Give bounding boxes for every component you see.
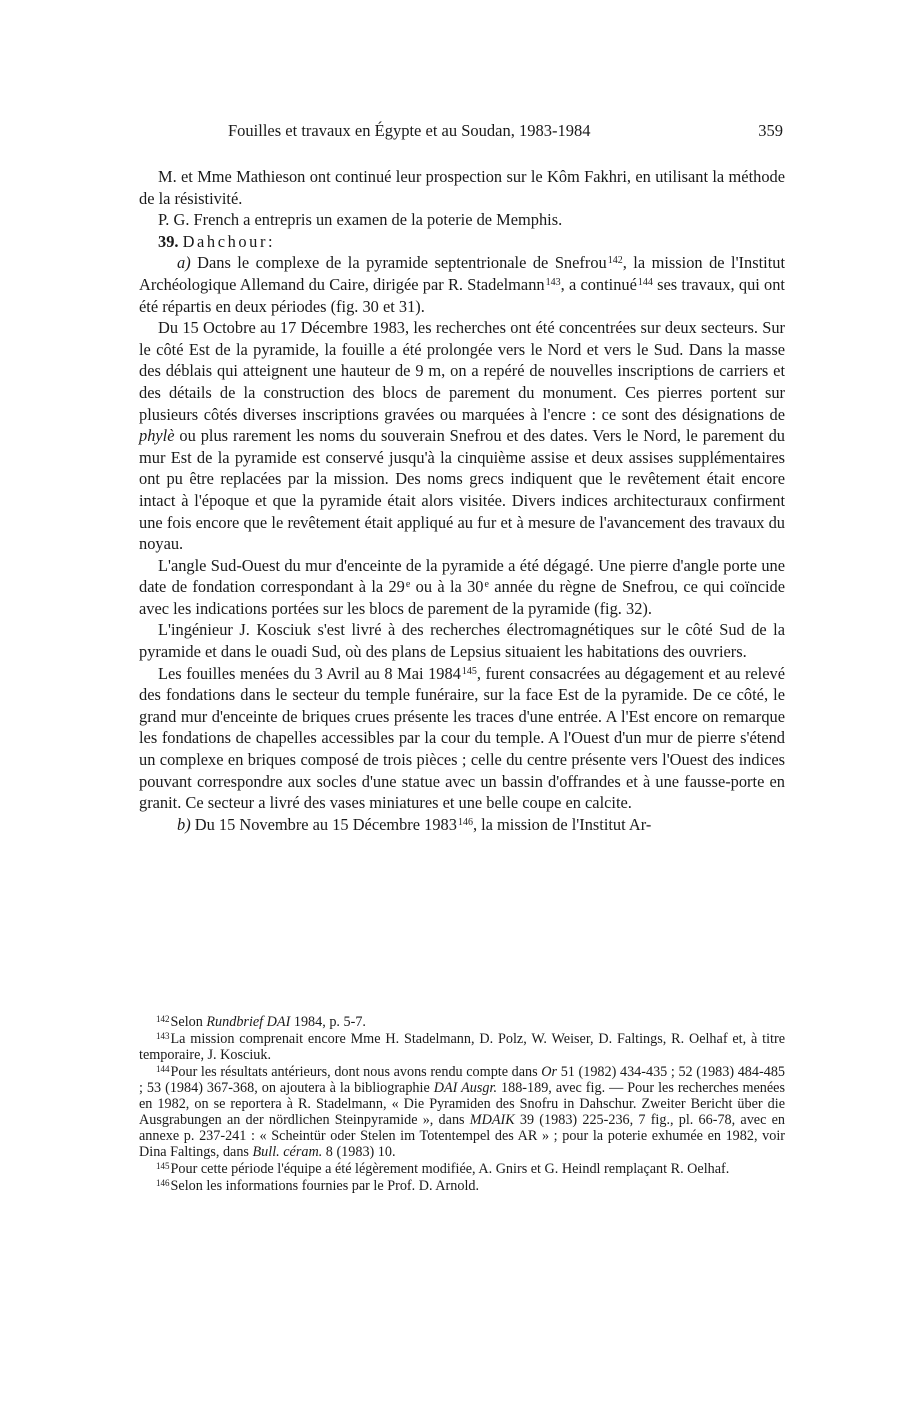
- list-marker: a): [177, 253, 191, 273]
- paragraph-a: a) Dans le complexe de la pyramide septentrionale de Snefrou$^{142}$, la mission de l'Institut Archéologique Allemand du Caire, dirigée par R. Stadelmann$^{143}$, a continué$^{144}$ ses travaux, qui ont été répartis en deux périodes (fig. 30 et 31).: [139, 253, 785, 316]
- paragraph-french: P. G. French a entrepris un examen de la poterie de Memphis.: [158, 210, 563, 230]
- footnote-number: 146: [156, 1178, 170, 1188]
- running-title: Fouilles et travaux en Égypte et au Soudan, 1983-1984: [228, 121, 591, 140]
- running-head: [228, 121, 783, 141]
- footnote-ref-144[interactable]: 144: [637, 276, 653, 288]
- footnote-143: $^{143}$La mission comprenait encore Mme H. Stadelmann, D. Polz, W. Weiser, D. Faltings, R. Oelhaf et, à titre temporaire, J. Kosciuk.: [139, 1031, 785, 1063]
- section-site-name: Dahchour: [182, 231, 269, 251]
- paragraph-mathieson: M. et Mme Mathieson ont continué leur prospection sur le Kôm Fakhri, en utilisant la méthode de la résistivité.: [139, 167, 785, 208]
- paragraph-b: b) Du 15 Novembre au 15 Décembre 1983$^{146}$, la mission de l'Institut Ar-: [177, 814, 652, 834]
- footnote-number: 144: [156, 1064, 170, 1074]
- section-number: 39.: [158, 231, 179, 251]
- footnote-145: $^{145}$Pour cette période l'équipe a été légèrement modifiée, A. Gnirs et G. Heindl remplaçant R. Oelhaf.: [156, 1161, 730, 1177]
- footnote-144: $^{144}$Pour les résultats antérieurs, dont nous avons rendu compte dans Or 51 (1982) 434-435 ; 52 (1983) 484-485 ; 53 (1984) 367-368, on ajoutera à la bibliographie DAI Ausgr. 188-189, avec fig. — Pour les recherches menées en 1982, on se reportera à R. Stadelmann, « Die Pyramiden des Snofru in Dahschur. Zweiter Bericht über die Ausgrabungen an der nördlichen Steinpyramide », dans MDAIK 39 (1983) 225-236, 7 fig., pl. 66-78, avec en annexe p. 237-241 : « Scheintür oder Stelen im Totentempel des AR » ; pour la poterie exhumée en 1982, voir Dina Faltings, dans Bull. céram. 8 (1983) 10.: [139, 1064, 786, 1160]
- footnote-ref-142[interactable]: 142: [607, 255, 623, 267]
- main-text: [139, 166, 785, 835]
- footnotes: [139, 1014, 785, 1195]
- footnote-142: $^{142}$Selon Rundbrief DAI 1984, p. 5-7.: [156, 1014, 366, 1030]
- section-heading-dahchour: 39. Dahchour:: [158, 231, 273, 251]
- footnote-ref-143[interactable]: 143: [545, 276, 561, 288]
- footnote-number: 143: [156, 1031, 170, 1041]
- page-number: 359: [758, 121, 783, 140]
- paragraph-kosciuk: L'ingénieur J. Kosciuk s'est livré à des recherches électromagnétiques sur le côté Sud de la pyramide et dans le ouadi Sud, où des plans de Lepsius situaient les habitations des ouvriers.: [139, 620, 785, 662]
- paragraph-october: Du 15 Octobre au 17 Décembre 1983, les recherches ont été concentrées sur deux secteurs. Sur le côté Est de la pyramide, la fouille a été prolongée vers le Nord et vers le Sud. Dans la masse des déblais qui atteignent une hauteur de 9 m, on a repéré de nouvelles inscriptions de carriers et des détails de la construction des blocs de parement du monument. Ces pierres portent sur plusieurs côtés diverses inscriptions gravées ou marquées à l'encre : ce sont des désignations de phylè ou plus rarement les noms du souverain Snefrou et des dates. Vers le Nord, le parement du mur Est de la pyramide est conservé jusqu'à la cinquième assise et deux assises supplémentaires ont pu être replacées par la mission. Des noms grecs indiquent que le revêtement était encore intact à l'époque et que la pyramide était alors visitée. Divers indices architecturaux confirment une fois encore que le revêtement était appliqué au fur et à mesure de l'avancement des travaux du noyau.: [139, 318, 785, 554]
- footnote-number: 145: [156, 1161, 170, 1171]
- footnote-ref-146[interactable]: 146: [457, 816, 473, 828]
- footnote-ref-145[interactable]: 145: [461, 665, 477, 677]
- paragraph-april: Les fouilles menées du 3 Avril au 8 Mai 1984$^{145}$, furent consacrées au dégagement et au relevé des fondations dans le secteur du temple funéraire, sur la face Est de la pyramide. De ce côté, le grand mur d'enceinte de briques crues présente les traces d'une entrée. A l'Est encore on remarque les fondations de chapelles accessibles par la cour du temple. A l'Ouest d'un mur de pierre s'étend un complexe en briques composé de trois pièces ; celle du centre présente vers l'Ouest des indices pouvant correspondre aux socles d'une statue avec un bassin d'offrandes et à une fausse-porte en granit. Ce secteur a livré des vases miniatures et une belle coupe en calcite.: [139, 663, 785, 813]
- footnote-number: 142: [156, 1014, 170, 1024]
- footnote-146: $^{146}$Selon les informations fournies par le Prof. D. Arnold.: [156, 1178, 480, 1194]
- paragraph-angle: L'angle Sud-Ouest du mur d'enceinte de la pyramide a été dégagé. Une pierre d'angle porte une date de fondation correspondant à la 29e ou à la 30e année du règne de Snefrou, ce qui coïncide avec les indications portées sur les blocs de parement de la pyramide (fig. 32).: [139, 555, 785, 618]
- list-marker: b): [177, 814, 191, 834]
